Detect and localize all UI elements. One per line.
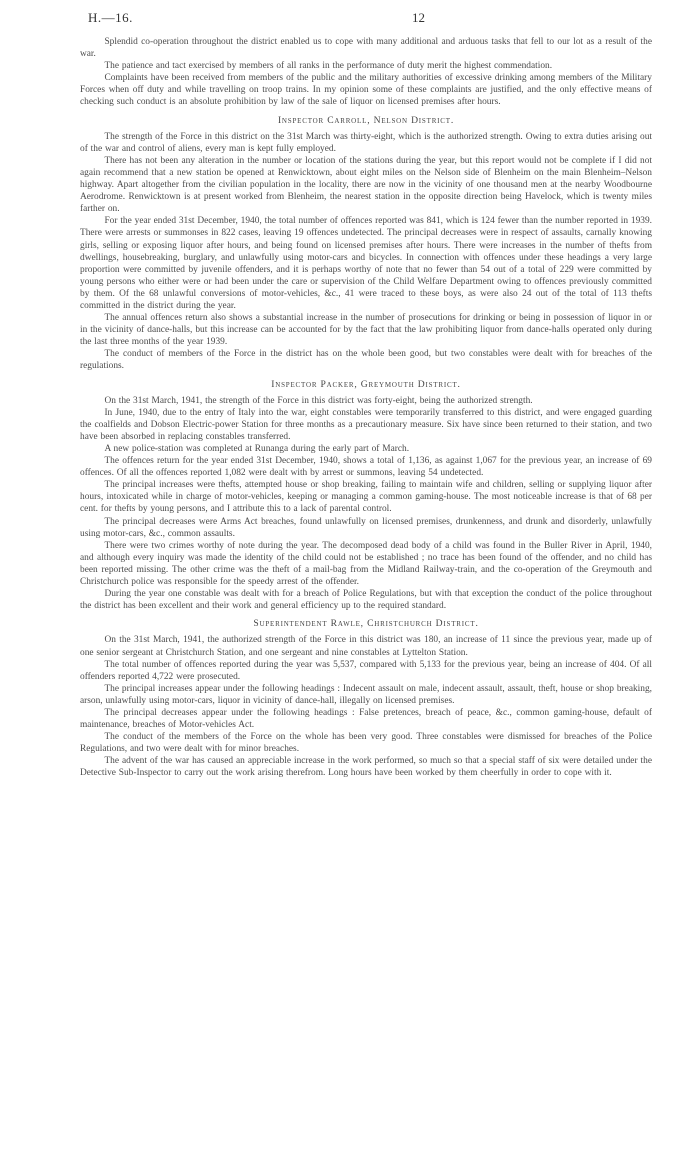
paragraph: The total number of offences reported during the year was 5,537, compared with 5,133 for the previous year, being an increase of 404. Of all offenders reported 4,722 were prosecuted. xyxy=(80,659,652,682)
paragraph: The conduct of the members of the Force on the whole has been very good. Three constables were dismissed for breaches of the Police Regulations, and two were dealt with for minor breaches. xyxy=(80,732,652,755)
christchurch-section xyxy=(80,618,652,779)
paragraph: The patience and tact exercised by members of all ranks in the performance of duty merit the highest commendation. xyxy=(104,61,553,72)
paragraph: In June, 1940, due to the entry of Italy into the war, eight constables were temporarily transferred to this district, and were engaged guarding the coalfields and Dobson Electric-power Station for three months as a precautionary measure. Six have since been returned to their station, and two have been absorbed in replacing constables transferred. xyxy=(80,407,652,442)
paragraph: Complaints have been received from members of the public and the military authorities of excessive drinking among members of the Military Forces when off duty and while travelling on troop trains. In my opinion some of these complaints are justified, and the only effective means of checking such conduct is an absolute prohibition by law of the sale of liquor on licensed premises after hours. xyxy=(80,73,652,108)
paragraph: The annual offences return also shows a substantial increase in the number of prosecutions for drinking or being in possession of liquor in or in the vicinity of dance-halls, but this increase can be accounted for by the fact that the law prohibiting liquor from dance-halls operated only during the last three months of the year 1939. xyxy=(80,313,652,348)
paragraph: The principal decreases appear under the following headings : False pretences, breach of peace, &c., common gaming-house, default of maintenance, breaches of Motor-vehicles Act. xyxy=(80,707,652,731)
nelson-section xyxy=(80,115,652,373)
paragraph: The conduct of members of the Force in the district has on the whole been good, but two constables were dealt with for breaches of the regulations. xyxy=(80,349,652,372)
paragraph: On the 31st March, 1941, the authorized strength of the Force in this district was 180, an increase of 11 since the previous year, made up of one senior sergeant at Christchurch Station, and one sergeant and nine constables at Lyttelton Station. xyxy=(80,635,652,658)
document-body xyxy=(80,36,652,780)
paragraph: For the year ended 31st December, 1940, the total number of offences reported was 841, which is 124 fewer than the number reported in 1939. There were arrests or summonses in 822 cases, leaving 19 offences undetected. The principal decreases were in respect of assaults, carnally knowing girls, selling or exposing liquor after hours, and being found on licensed premises after hours. There were increases in the number of thefts from dwellings, housebreaking, burglary, and unlawfully using motor-cars and bicycles. In connection with offences under these headings a very large proportion were committed by juvenile offenders, and it is perhaps worthy of note that no fewer than 54 out of a total of 229 were committed by young persons who either were or had been under the care or supervision of the Child Welfare Department owing to offences previously committed by them. Of the 68 unlawful conversions of motor-vehicles, &c., 41 were traced to these boys, as were also 24 out of the total of 113 thefts committed in the district during the year. xyxy=(80,216,652,311)
paragraph: During the year one constable was dealt with for a breach of Police Regulations, but with that exception the conduct of the police throughout the district has been excellent and their work and general efficiency up to the required standard. xyxy=(80,589,652,612)
paragraph: There were two crimes worthy of note during the year. The decomposed dead body of a child was found in the Buller River in April, 1940, and although every inquiry was made the identity of the child could not be established ; no trace has been found of the offender, and no child has been reported missing. The other crime was the theft of a mail-bag from the Midland Railway-train, and the co-operation of the Greymouth and Christchurch police was responsible for the speedy arrest of the offender. xyxy=(80,540,652,588)
paragraph: On the 31st March, 1941, the strength of the Force in this district was forty-eight, being the authorized strength. xyxy=(104,395,533,406)
section-heading: Superintendent Rawle, Christchurch District. xyxy=(253,618,479,630)
greymouth-section xyxy=(80,379,652,613)
intro-section xyxy=(80,36,652,109)
document-reference: H.—16. xyxy=(88,10,133,25)
page-number: 12 xyxy=(412,10,425,25)
page-header xyxy=(80,0,652,36)
paragraph: The principal increases were thefts, attempted house or shop breaking, failing to maintain wife and children, selling or supplying liquor after hours, intoxicated while in charge of motor-vehicles, keeping or managing a common gaming-house. The most noticeable increase is that of 68 per cent. for thefts by young persons, and I attribute this to a lack of parental control. xyxy=(80,480,652,515)
paragraph: The principal decreases were Arms Act breaches, found unlawfully on licensed premises, drunkenness, and drunk and disorderly, unlawfully using motor-cars, &c., common assaults. xyxy=(80,516,652,539)
paragraph: The offences return for the year ended 31st December, 1940, shows a total of 1,136, as against 1,067 for the previous year, an increase of 69 offences. Of all the offences reported 1,082 were dealt with by arrest or summons, leaving 54 undetected. xyxy=(80,456,652,479)
paragraph: There has not been any alteration in the number or location of the stations during the year, but this report would not be complete if I did not again recommend that a new station be opened at Renwicktown, about eight miles on the Nelson side of Blenheim on the main Blenheim–Nelson highway. Apart altogether from the civilian population in the locality, there are now in the vicinity of one thousand men at the nearby Woodbourne Aerodrome. Renwicktown is at present worked from Blenheim, the nearest station in the opposite direction being Havelock, which is twenty miles farther on. xyxy=(80,155,652,215)
section-heading: Inspector Packer, Greymouth District. xyxy=(271,378,461,390)
paragraph: The principal increases appear under the following headings : Indecent assault on male, indecent assault, assault, theft, house or shop breaking, arson, unlawfully using motor-cars, liquor in vicinity of dance-hall, illegally on licensed premises. xyxy=(80,683,652,706)
paragraph: The advent of the war has caused an appreciable increase in the work performed, so much so that a special staff of six were detailed under the Detective Sub-Inspector to carry out the work arising therefrom. Long hours have been worked by them cheerfully in order to cope with it. xyxy=(80,756,652,779)
paragraph: The strength of the Force in this district on the 31st March was thirty-eight, which is the authorized strength. Owing to extra duties arising out of the war and control of aliens, every man is kept fully employed. xyxy=(80,131,652,154)
paragraph: Splendid co-operation throughout the district enabled us to cope with many additional and arduous tasks that fell to our lot as a result of the war. xyxy=(80,37,652,60)
paragraph: A new police-station was completed at Runanga during the early part of March. xyxy=(104,444,410,454)
section-heading: Inspector Carroll, Nelson District. xyxy=(277,114,455,126)
